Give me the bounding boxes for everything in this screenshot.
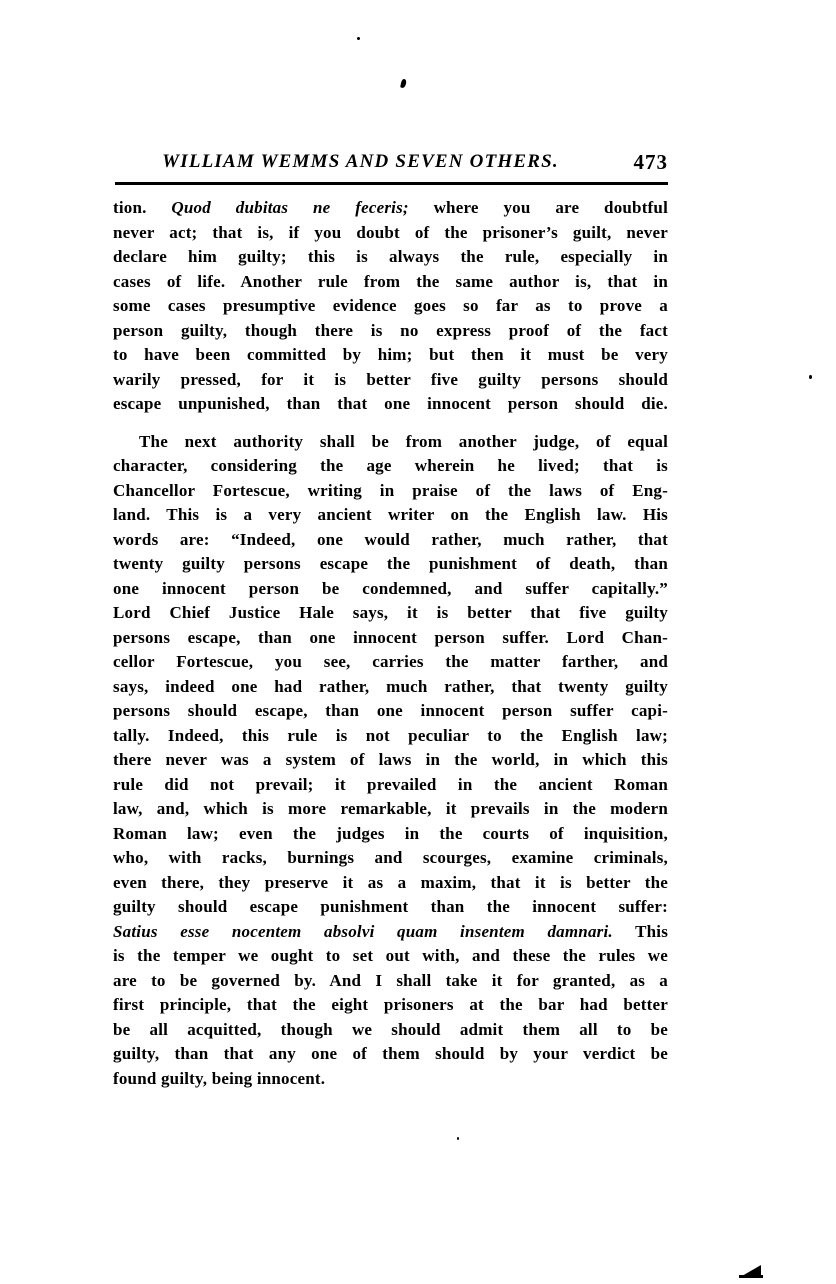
- text-run: persons should escape, than one innocent person suffer capi-: [113, 701, 668, 720]
- text-run: person guilty, though there is no express proof of the fact: [113, 320, 668, 340]
- text-line: [113, 773, 668, 798]
- text-run: words are: “Indeed, one would rather, much rather, that: [113, 529, 668, 549]
- text-run: cases of life. Another rule from the same author is, that in: [113, 271, 668, 291]
- text-line: [113, 822, 668, 847]
- text-run: cellor Fortescue, you see, carries the matter farther, and: [113, 652, 668, 671]
- text-line: [113, 724, 668, 749]
- text-run: to have been committed by him; but then it must be very: [113, 345, 668, 364]
- text-line: [113, 392, 668, 417]
- text-run: there never was a system of laws in the world, in which this: [113, 750, 668, 769]
- text-line: [113, 748, 668, 773]
- text-line: [113, 944, 668, 969]
- text-run: found guilty, being innocent.: [113, 1068, 326, 1088]
- text-run: is the temper we ought to set out with, and these the rules we: [113, 946, 668, 965]
- text-run: are to be governed by. And I shall take it for granted, as a: [113, 970, 668, 990]
- text-run: This: [612, 921, 668, 941]
- text-line: [113, 503, 668, 528]
- text-line: [113, 650, 668, 675]
- text-run: where you are doubtful: [408, 198, 668, 217]
- text-run: guilty, than that any one of them should by your verdict be: [113, 1044, 668, 1063]
- text-run: land. This is a very ancient writer on the English law. His: [113, 505, 668, 524]
- text-run: Lord Chief Justice Hale says, it is better that five guilty: [113, 603, 668, 622]
- page-body: [113, 196, 668, 1091]
- ink-speck-icon: [809, 375, 812, 379]
- text-line: [113, 294, 668, 319]
- text-line: [113, 1018, 668, 1043]
- italic-text-run: Satius esse nocentem absolvi quam insentem damnari.: [113, 921, 613, 941]
- text-run: one innocent person be condemned, and suffer capitally.”: [113, 578, 668, 598]
- printers-corner-mark-base: [739, 1275, 763, 1278]
- text-line: [113, 528, 668, 553]
- text-line: [113, 343, 668, 368]
- text-line: [113, 675, 668, 700]
- text-line: [113, 871, 668, 896]
- text-run: persons escape, than one innocent person suffer. Lord Chan-: [113, 627, 668, 647]
- text-line: [113, 993, 668, 1018]
- text-line: [113, 846, 668, 871]
- text-run: escape unpunished, than that one innocent person should die.: [113, 394, 668, 413]
- text-run: even there, they preserve it as a maxim, that it is better the: [113, 872, 668, 892]
- text-line: [113, 270, 668, 295]
- text-run: guilty should escape punishment than the innocent suffer:: [113, 897, 668, 916]
- text-line: [113, 577, 668, 602]
- text-line: [113, 895, 668, 920]
- text-run: who, with racks, burnings and scourges, examine criminals,: [113, 848, 668, 867]
- text-run: law, and, which is more remarkable, it prevails in the modern: [113, 799, 668, 818]
- paragraph: [113, 196, 668, 417]
- text-line: [113, 1042, 668, 1067]
- page-number: 473: [633, 150, 668, 174]
- text-line: [113, 479, 668, 504]
- text-line: [113, 245, 668, 270]
- text-line: [113, 626, 668, 651]
- ink-speck-icon: [357, 37, 360, 40]
- ink-speck-icon: [457, 1137, 459, 1140]
- text-run: Roman law; even the judges in the courts of inquisition,: [113, 823, 668, 843]
- text-run: warily pressed, for it is better five guilty persons should: [113, 369, 668, 389]
- text-line: [113, 699, 668, 724]
- text-line: [113, 221, 668, 246]
- text-run: rule did not prevail; it prevailed in the ancient Roman: [113, 774, 668, 794]
- text-line: [113, 196, 668, 221]
- text-run: character, considering the age wherein he lived; that is: [113, 456, 668, 475]
- text-line: [113, 552, 668, 577]
- text-line: [113, 430, 668, 455]
- text-line: [113, 319, 668, 344]
- text-line: [113, 797, 668, 822]
- ink-speck-icon: [400, 79, 407, 89]
- text-run: be all acquitted, though we should admit them all to be: [113, 1019, 668, 1039]
- text-line: [113, 969, 668, 994]
- text-line: [113, 454, 668, 479]
- text-run: first principle, that the eight prisoners at the bar had better: [113, 995, 668, 1014]
- text-run: Chancellor Fortescue, writing in praise of the laws of Eng-: [113, 480, 668, 500]
- text-line: [113, 920, 668, 945]
- text-run: twenty guilty persons escape the punishment of death, than: [113, 554, 668, 573]
- text-run: never act; that is, if you doubt of the prisoner’s guilt, never: [113, 222, 668, 242]
- running-head: [113, 148, 668, 176]
- text-run: tion.: [113, 198, 172, 217]
- text-run: declare him guilty; this is always the rule, especially in: [113, 247, 668, 266]
- text-run: says, indeed one had rather, much rather, that twenty guilty: [113, 676, 668, 696]
- text-run: tally. Indeed, this rule is not peculiar to the English law;: [113, 725, 668, 745]
- text-line: [113, 368, 668, 393]
- header-rule: [115, 182, 668, 185]
- italic-text-run: Quod dubitas ne feceris;: [171, 198, 409, 217]
- text-line: [113, 1067, 668, 1092]
- text-run: The next authority shall be from another judge, of equal: [139, 431, 668, 451]
- running-head-title: WILLIAM WEMMS AND SEVEN OTHERS.: [162, 151, 559, 172]
- text-line: [113, 601, 668, 626]
- paragraph: [113, 430, 668, 1092]
- text-run: some cases presumptive evidence goes so far as to prove a: [113, 296, 668, 315]
